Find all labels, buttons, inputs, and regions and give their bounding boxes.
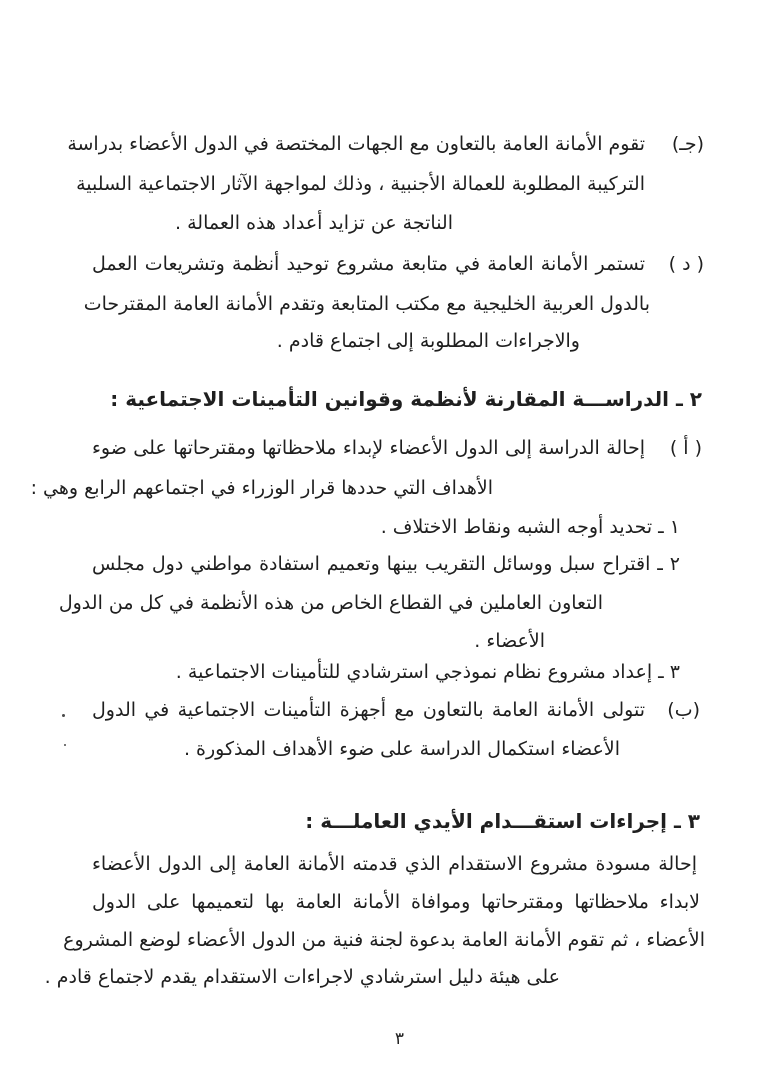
text-line: التركيبة المطلوبة للعمالة الأجنبية ، وذلك لمواجهة الآثار الاجتماعية السلبية bbox=[76, 173, 645, 195]
sub-item-2-line: التعاون العاملين في القطاع الخاص من هذه الأنظمة في كل من الدول bbox=[58, 592, 603, 614]
list-marker-j: (جـ) bbox=[671, 133, 704, 155]
text-line: الأعضاء ، ثم تقوم الأمانة العامة بدعوة لجنة فنية من الدول الأعضاء لوضع المشروع bbox=[63, 929, 705, 951]
text-line: إحالة مسودة مشروع الاستقدام الذي قدمته الأمانة العامة إلى الدول الأعضاء bbox=[92, 853, 697, 875]
text-line: بالدول العربية الخليجية مع مكتب المتابعة وتقدم الأمانة العامة المقترحات bbox=[83, 293, 650, 315]
text-line: الأعضاء استكمال الدراسة على ضوء الأهداف المذكورة . bbox=[183, 738, 620, 760]
text-line: والاجراءات المطلوبة إلى اجتماع قادم . bbox=[276, 330, 580, 352]
list-marker-d: ( د ) bbox=[668, 253, 704, 275]
list-marker-b: (ب) bbox=[667, 699, 700, 721]
text-line: إحالة الدراسة إلى الدول الأعضاء لإبداء ملاحظاتها ومقترحاتها على ضوء bbox=[92, 437, 645, 459]
text-line: تقوم الأمانة العامة بالتعاون مع الجهات المختصة في الدول الأعضاء بدراسة bbox=[67, 133, 645, 155]
text-line: الأهداف التي حددها قرار الوزراء في اجتماعهم الرابع وهي : bbox=[30, 477, 493, 499]
section-heading-2: ٢ ـ الدراســـة المقارنة لأنظمة وقوانين التأمينات الاجتماعية : bbox=[110, 387, 702, 411]
sub-item-2-line: ٢ ـ اقتراح سبل ووسائل التقريب بينها وتعميم استفادة مواطني دول مجلس bbox=[92, 553, 680, 575]
sub-item-2-line: الأعضاء . bbox=[474, 630, 545, 652]
text-line: لابداء ملاحظاتها ومقترحاتها وموافاة الأمانة العامة بها لتعميمها على الدول bbox=[92, 891, 700, 913]
section-heading-3: ٣ ـ إجراءات استقـــدام الأيدي العاملـــة : bbox=[305, 809, 700, 833]
sub-item-3: ٣ ـ إعداد مشروع نظام نموذجي استرشادي للتأمينات الاجتماعية . bbox=[175, 661, 680, 683]
page-number: ٣ bbox=[394, 1029, 404, 1049]
text-line: الناتجة عن تزايد أعداد هذه العمالة . bbox=[175, 212, 453, 234]
scan-speck bbox=[64, 744, 66, 746]
list-marker-a: ( أ ) bbox=[669, 437, 702, 459]
text-line: تتولى الأمانة العامة بالتعاون مع أجهزة التأمينات الاجتماعية في الدول bbox=[92, 699, 645, 721]
sub-item-1: ١ ـ تحديد أوجه الشبه ونقاط الاختلاف . bbox=[380, 516, 680, 538]
scan-speck bbox=[62, 714, 65, 717]
text-line: على هيئة دليل استرشادي لاجراءات الاستقدام يقدم لاجتماع قادم . bbox=[44, 966, 560, 988]
text-line: تستمر الأمانة العامة في متابعة مشروع توحيد أنظمة وتشريعات العمل bbox=[92, 253, 645, 275]
